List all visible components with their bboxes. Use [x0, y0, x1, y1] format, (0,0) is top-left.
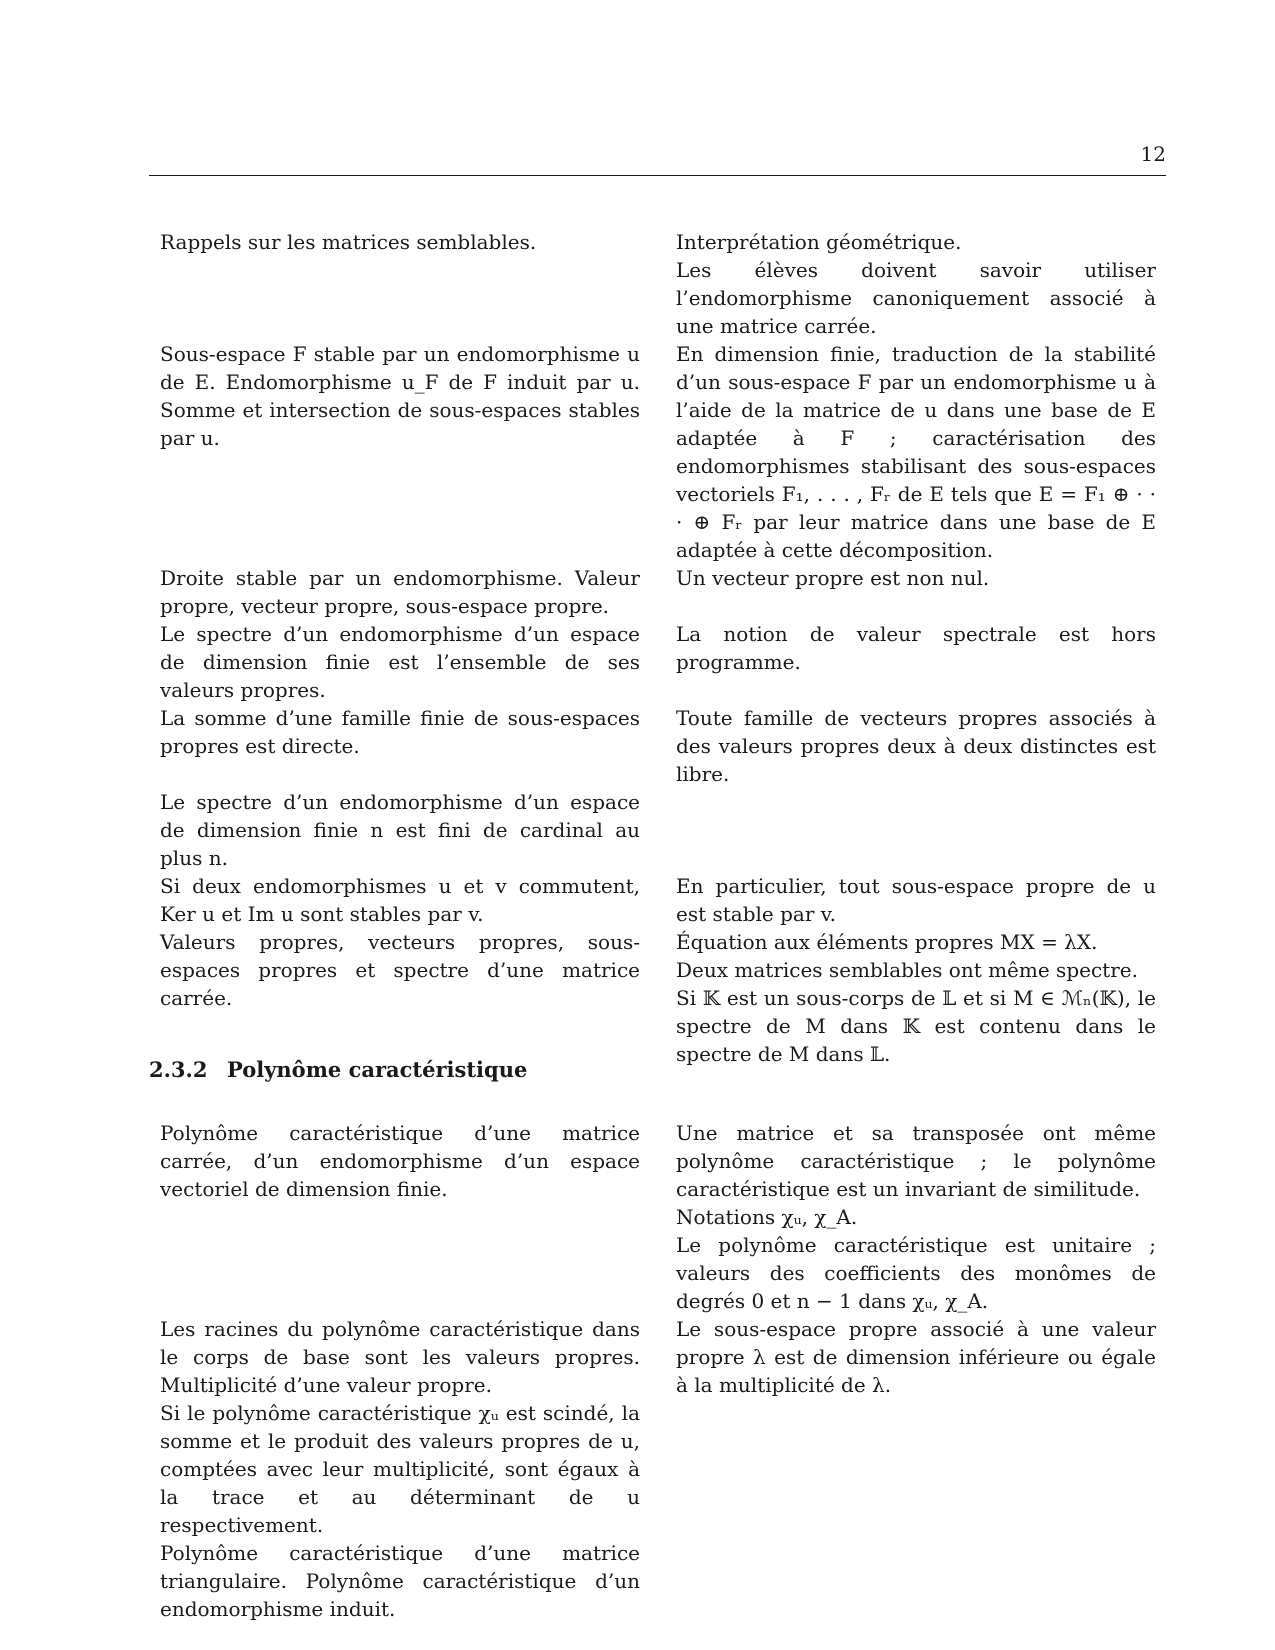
comment-cell: [676, 620, 1156, 704]
table-row: [160, 620, 1156, 704]
table-row: [160, 1119, 1156, 1315]
section-heading: [149, 1056, 527, 1084]
content-cell: [160, 1119, 640, 1315]
page-number: 12: [1140, 142, 1166, 166]
comment-cell: [676, 1119, 1156, 1315]
comment-text: La notion de valeur spectrale est hors programme.: [676, 622, 1156, 674]
content-text: La somme d’une famille finie de sous-espaces propres est directe.: [160, 706, 640, 758]
section-title: Polynôme caractéristique: [227, 1057, 528, 1082]
content-text: Si le polynôme caractéristique χᵤ est scindé, la somme et le produit des valeurs propres de u, comptées avec leur multiplicité, sont égaux à la trace et au déterminant de u respectivement.: [160, 1401, 640, 1537]
comment-text: Le polynôme caractéristique est unitaire ; valeurs des coefficients des monômes de degrés 0 et n − 1 dans χᵤ, χ_A.: [676, 1233, 1156, 1313]
content-cell: [160, 340, 640, 564]
comment-text: Les élèves doivent savoir utiliser l’endomorphisme canoniquement associé à une matrice carrée.: [676, 258, 1156, 338]
program-table-2: [160, 1119, 1156, 1623]
comment-cell: [676, 340, 1156, 564]
table-row: [160, 928, 1156, 1068]
table-row: [160, 1315, 1156, 1623]
content-text: Valeurs propres, vecteurs propres, sous-espaces propres et spectre d’une matrice carrée.: [160, 930, 640, 1010]
table-row: [160, 228, 1156, 340]
table-row: [160, 564, 1156, 620]
content-text: Polynôme caractéristique d’une matrice carrée, d’un endomorphisme d’un espace vectoriel de dimension finie.: [160, 1121, 640, 1201]
table-row: [160, 340, 1156, 564]
comment-cell: [676, 1315, 1156, 1623]
content-text: Les racines du polynôme caractéristique dans le corps de base sont les valeurs propres. Multiplicité d’une valeur propre.: [160, 1317, 640, 1397]
comment-text: En particulier, tout sous-espace propre de u est stable par v.: [676, 874, 1156, 926]
comment-text: Notations χᵤ, χ_A.: [676, 1205, 858, 1229]
comment-text: Un vecteur propre est non nul.: [676, 566, 990, 590]
comment-text: Deux matrices semblables ont même spectre.: [676, 958, 1138, 982]
section-number: 2.3.2: [149, 1057, 208, 1082]
content-cell: [160, 928, 640, 1068]
content-text: Si deux endomorphismes u et v commutent, Ker u et Im u sont stables par v.: [160, 874, 640, 926]
content-cell: [160, 620, 640, 704]
content-cell: [160, 788, 640, 872]
table-row: [160, 788, 1156, 872]
table-row: [160, 704, 1156, 788]
header-rule: [149, 175, 1166, 176]
comment-text: Le sous-espace propre associé à une valeur propre λ est de dimension inférieure ou égale à la multiplicité de λ.: [676, 1317, 1156, 1397]
content-text: Sous-espace F stable par un endomorphisme u de E. Endomorphisme u_F de F induit par u. Somme et intersection de sous-espaces stables par u.: [160, 342, 640, 450]
comment-cell: [676, 872, 1156, 928]
table-row: [160, 872, 1156, 928]
comment-cell: [676, 704, 1156, 788]
comment-text: Une matrice et sa transposée ont même polynôme caractéristique ; le polynôme caractéristique est un invariant de similitude.: [676, 1121, 1156, 1201]
content-text: Le spectre d’un endomorphisme d’un espace de dimension finie n est fini de cardinal au plus n.: [160, 790, 640, 870]
comment-cell: [676, 928, 1156, 1068]
comment-cell: [676, 788, 1156, 872]
content-text: Polynôme caractéristique d’une matrice triangulaire. Polynôme caractéristique d’un endomorphisme induit.: [160, 1541, 640, 1621]
comment-text: Toute famille de vecteurs propres associés à des valeurs propres deux à deux distinctes est libre.: [676, 706, 1156, 786]
content-cell: [160, 704, 640, 788]
comment-text: Interprétation géométrique.: [676, 230, 962, 254]
content-cell: [160, 228, 640, 340]
comment-text: En dimension finie, traduction de la stabilité d’un sous-espace F par un endomorphisme u à l’aide de la matrice de u dans une base de E adaptée à F ; caractérisation des endomorphismes stabilisant des sous-espaces vectoriels F₁, . . . , Fᵣ de E tels que E = F₁ ⊕ · · · ⊕ Fᵣ par leur matrice dans une base de E adaptée à cette décomposition.: [676, 342, 1156, 562]
content-cell: [160, 564, 640, 620]
content-text: Droite stable par un endomorphisme. Valeur propre, vecteur propre, sous-espace propre.: [160, 566, 640, 618]
content-cell: [160, 1315, 640, 1623]
program-table-1: [160, 228, 1156, 1068]
comment-cell: [676, 228, 1156, 340]
content-text: Le spectre d’un endomorphisme d’un espace de dimension finie est l’ensemble de ses valeurs propres.: [160, 622, 640, 702]
comment-cell: [676, 564, 1156, 620]
comment-text: Équation aux éléments propres MX = λX.: [676, 930, 1098, 954]
comment-text: Si 𝕂 est un sous-corps de 𝕃 et si M ∈ ℳₙ(𝕂), le spectre de M dans 𝕂 est contenu dans le spectre de M dans 𝕃.: [676, 986, 1156, 1066]
content-cell: [160, 872, 640, 928]
content-text: Rappels sur les matrices semblables.: [160, 230, 537, 254]
